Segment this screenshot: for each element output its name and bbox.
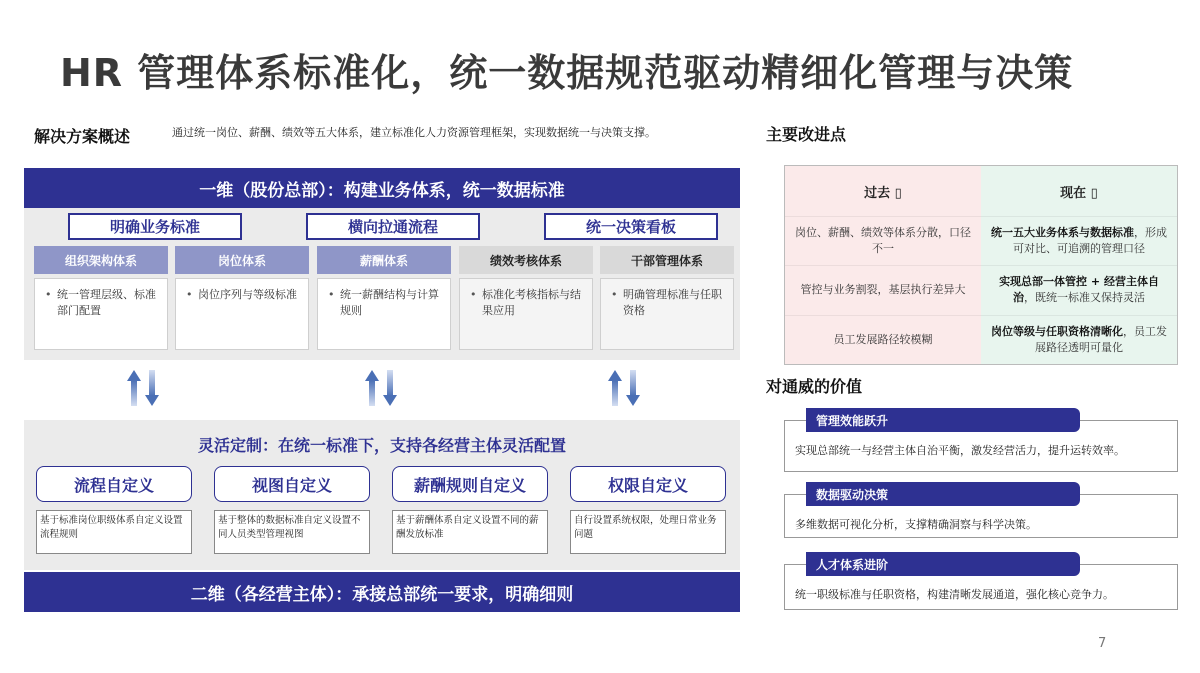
comparison-table — [784, 165, 1178, 365]
system-text-performance: • 标准化考核指标与结果应用 — [470, 287, 584, 319]
system-box-org — [34, 278, 168, 350]
arrow-down-icon — [145, 370, 159, 406]
value-tag-data: 数据驱动决策 — [806, 482, 1080, 506]
system-box-salary — [317, 278, 451, 350]
solution-label: 解决方案概述 — [34, 127, 131, 146]
system-box-cadre — [600, 278, 734, 350]
system-text-org: • 统一管理层级、标准部门配置 — [45, 287, 159, 319]
past-head: 过去 ▯ — [864, 185, 902, 201]
sync-arrows-center — [365, 370, 397, 406]
past-text: 岗位、薪酬、绩效等体系分散，口径不一 — [795, 226, 971, 256]
value-tag-efficiency: 管理效能跃升 — [806, 408, 1080, 432]
system-box-performance — [459, 278, 593, 350]
past-column — [785, 166, 981, 364]
system-box-position — [175, 278, 309, 350]
flex-title: 灵活定制：在统一标准下，支持各经营主体灵活配置 — [197, 436, 566, 455]
arrow-up-icon — [127, 370, 141, 406]
system-head-org: 组织架构体系 — [34, 246, 168, 274]
now-text: ，既统一标准又保持灵活 — [1024, 291, 1145, 305]
past-cell — [785, 265, 981, 314]
system-text-salary: • 统一薪酬结构与计算规则 — [328, 287, 442, 319]
system-head-position: 岗位体系 — [175, 246, 309, 274]
now-head: 现在 ▯ — [1060, 185, 1098, 201]
card-desc-view: 基于整体的数据标准自定义设置不同人员类型管理视图 — [214, 510, 370, 554]
past-text: 管控与业务割裂，基层执行差异大 — [800, 283, 966, 297]
arrow-up-icon — [608, 370, 622, 406]
now-highlight: 岗位等级与任职资格清晰化 — [991, 324, 1123, 338]
value-box-data: 多维数据可视化分析，支撑精确洞察与科学决策。 — [784, 494, 1178, 538]
system-text-position: • 岗位序列与等级标准 — [186, 287, 300, 303]
value-label: 对通威的价值 — [766, 377, 863, 396]
arrow-down-icon — [383, 370, 397, 406]
now-text: ，员工发展路径透明可量化 — [1035, 324, 1167, 354]
card-title-view: 视图自定义 — [214, 466, 370, 502]
past-cell — [785, 315, 981, 364]
system-head-performance: 绩效考核体系 — [459, 246, 593, 274]
sync-arrows-left — [127, 370, 159, 406]
subsidiary-band: 二维（各经营主体）：承接总部统一要求，明确细则 — [24, 572, 740, 612]
system-text-cadre: • 明确管理标准与任职资格 — [611, 287, 725, 319]
card-desc-permission: 自行设置系统权限，处理日常业务问题 — [570, 510, 726, 554]
card-title-process: 流程自定义 — [36, 466, 192, 502]
pill-business-standard: 明确业务标准 — [68, 213, 242, 240]
arrow-up-icon — [365, 370, 379, 406]
now-cell — [981, 265, 1177, 314]
page-title: HR 管理体系标准化，统一数据规范驱动精细化管理与决策 — [60, 51, 1074, 95]
now-cell — [981, 315, 1177, 364]
system-head-cadre: 干部管理体系 — [600, 246, 734, 274]
sync-arrows-right — [608, 370, 640, 406]
value-box-talent: 统一职级标准与任职资格，构建清晰发展通道，强化核心竞争力。 — [784, 564, 1178, 610]
solution-summary: 通过统一岗位、薪酬、绩效等五大体系，建立标准化人力资源管理框架，实现数据统一与决策支撑。 — [172, 126, 656, 139]
card-desc-salary-rule: 基于薪酬体系自定义设置不同的薪酬发放标准 — [392, 510, 548, 554]
value-box-efficiency: 实现总部统一与经营主体自治平衡，激发经营活力，提升运转效率。 — [784, 420, 1178, 472]
card-desc-process: 基于标准岗位职级体系自定义设置流程规则 — [36, 510, 192, 554]
card-title-permission: 权限自定义 — [570, 466, 726, 502]
past-cell — [785, 216, 981, 265]
card-title-salary-rule: 薪酬规则自定义 — [392, 466, 548, 502]
now-highlight: 统一五大业务体系与数据标准 — [991, 226, 1134, 240]
now-highlight: 实现总部一体管控 + 经营主体自治 — [999, 275, 1159, 305]
improvements-label: 主要改进点 — [766, 125, 847, 144]
pill-decision-board: 统一决策看板 — [544, 213, 718, 240]
pill-process-integration: 横向拉通流程 — [306, 213, 480, 240]
arrow-down-icon — [626, 370, 640, 406]
hq-band: 一维（股份总部）：构建业务体系，统一数据标准 — [24, 168, 740, 208]
page-number: 7 — [1098, 636, 1107, 651]
now-cell — [981, 216, 1177, 265]
past-text: 员工发展路径较模糊 — [833, 332, 933, 346]
system-head-salary: 薪酬体系 — [317, 246, 451, 274]
value-tag-talent: 人才体系进阶 — [806, 552, 1080, 576]
now-text: ，形成可对比、可追溯的管理口径 — [1013, 226, 1167, 256]
now-column — [981, 166, 1177, 364]
